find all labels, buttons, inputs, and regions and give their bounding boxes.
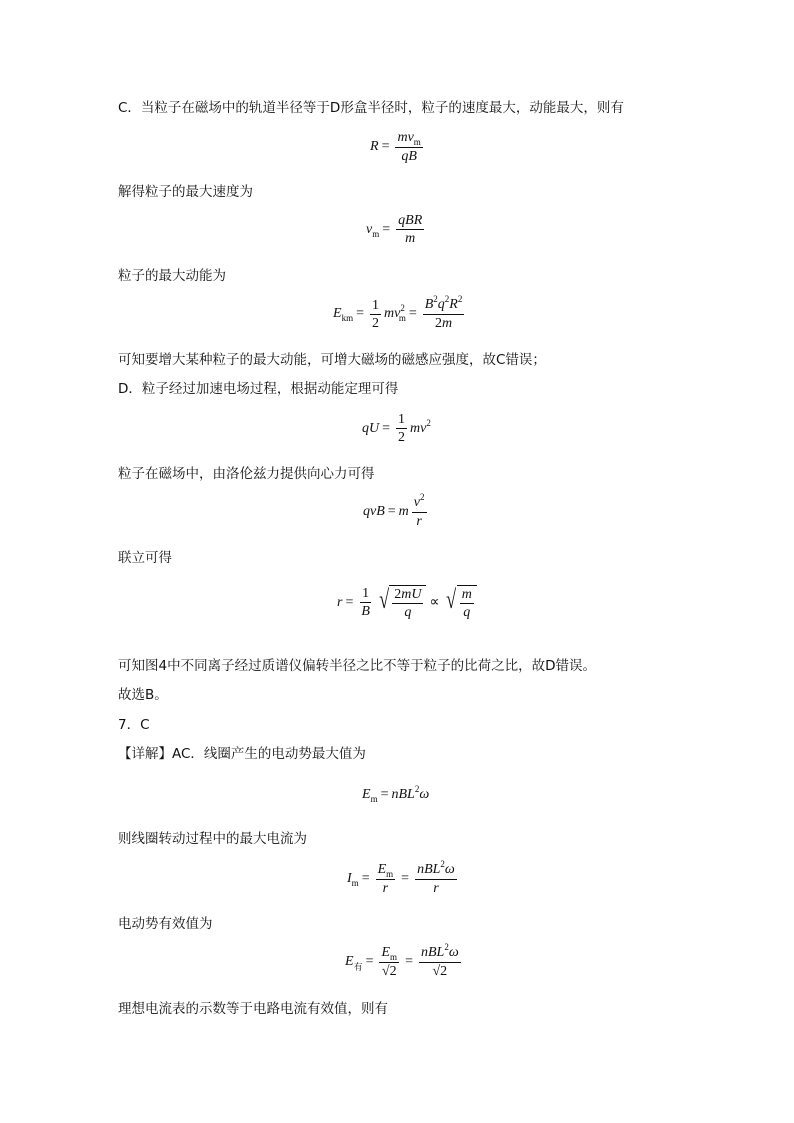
max-current-text: 则线圈转动过程中的最大电流为 (118, 831, 307, 847)
option-d-intro: D．粒子经过加速电场过程，根据动能定理可得 (118, 381, 399, 397)
equation-radius: R = $\frac{mv_m}{qB}$ (370, 130, 421, 164)
question-7-detail: 【详解】AC．线圈产生的电动势最大值为 (118, 746, 366, 762)
lorentz-force-text: 粒子在磁场中，由洛伦兹力提供向心力可得 (118, 466, 375, 482)
max-velocity-text: 解得粒子的最大速度为 (118, 184, 253, 200)
equation-radius-proportional: r = $\frac{1}{B}$ √ $\frac{2mU}{q}$ ∝ √ $\frac{m}{q}$ (337, 585, 477, 620)
option-c-conclusion: 可知要增大某种粒子的最大动能，可增大磁场的磁感应强度，故C错误； (118, 352, 546, 368)
option-c-intro: C．当粒子在磁场中的轨道半径等于D形盒半径时，粒子的速度最大，动能最大，则有 (118, 100, 624, 116)
max-kinetic-energy-text: 粒子的最大动能为 (118, 268, 226, 284)
equation-effective-emf: E 有 = $\frac{E_m}{√2}$ = $\frac{nBL^2\omega}{√2}$ (345, 942, 459, 979)
equation-max-velocity: v m = $\frac{\text{qBR}}{m}$ (366, 213, 423, 246)
question-7-header: 7．C (118, 717, 150, 733)
equation-kinetic-energy-theorem: qU = $\frac{1}{2}$ mv 2 (362, 412, 431, 445)
equation-lorentz-force: qvB = m $\frac{v^2}{r}$ (363, 492, 425, 529)
equation-max-current: I m = $\frac{E_m}{r}$ = $\frac{nBL^2\omega}{r}$ (347, 859, 455, 896)
effective-emf-text: 电动势有效值为 (118, 916, 213, 932)
combine-text: 联立可得 (118, 550, 172, 566)
answer-6: 故选B。 (118, 687, 168, 703)
option-d-conclusion: 可知图4中不同离子经过质谱仪偏转半径之比不等于粒子的比荷之比，故D错误。 (118, 658, 596, 674)
ammeter-text: 理想电流表的示数等于电路电流有效值，则有 (118, 1001, 388, 1017)
equation-max-emf: E m = nBL 2 ω (362, 784, 430, 804)
equation-max-kinetic-energy: E km = $\frac{1}{2}$ mv 2 m = $\frac{B^2q^2R^2}{2m}$ (333, 294, 463, 331)
